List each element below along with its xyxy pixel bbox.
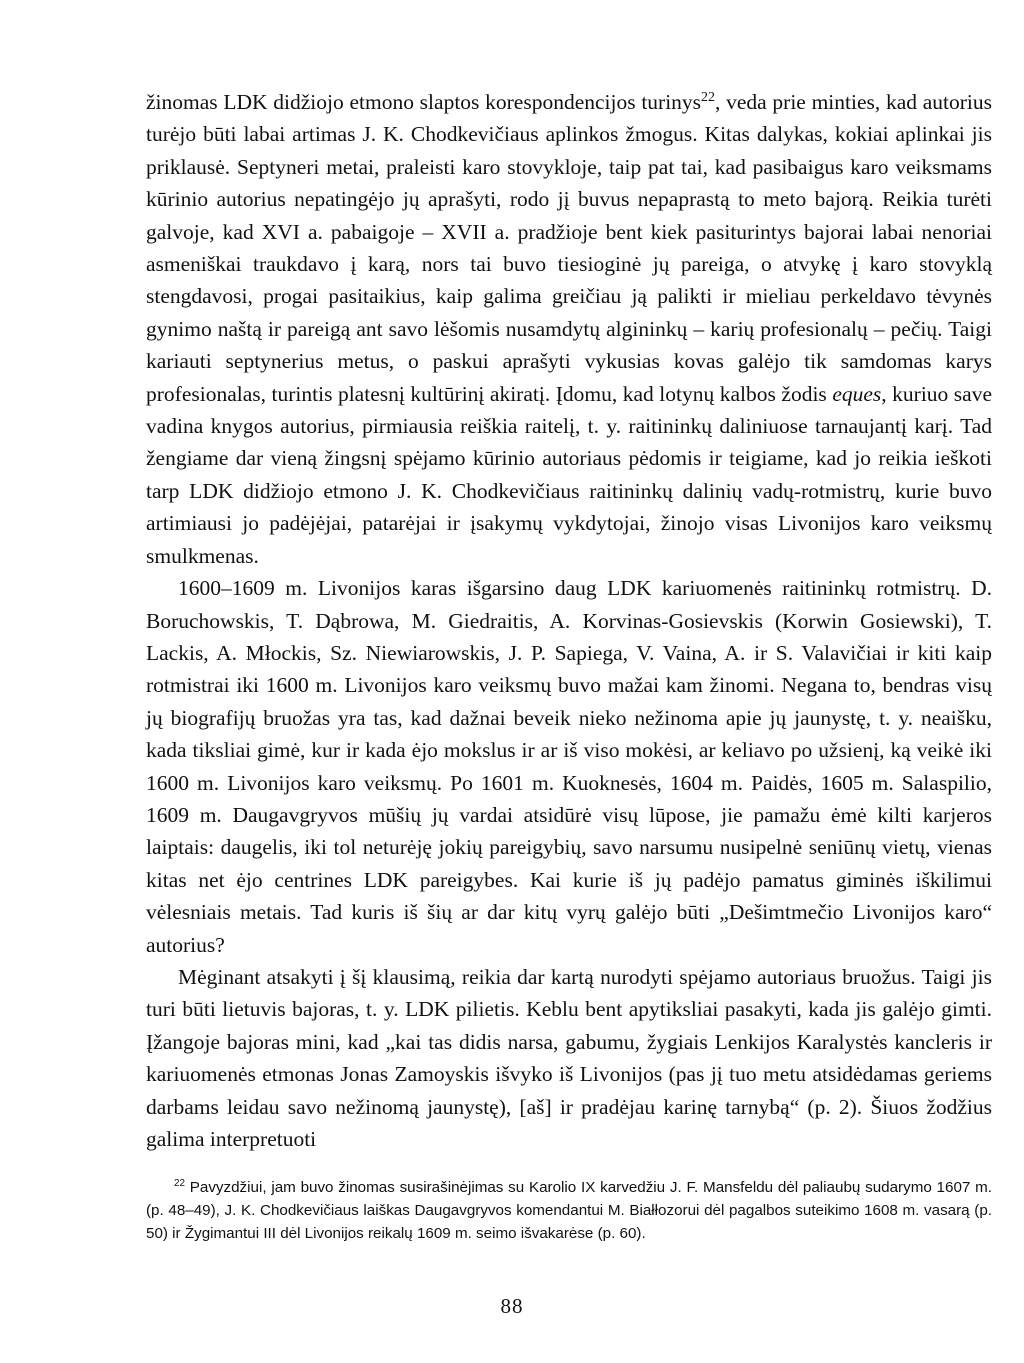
paragraph-1 [146, 86, 992, 572]
footnote-ref-22[interactable]: 22 [701, 89, 716, 105]
footnote-number: 22 [174, 1178, 185, 1190]
paragraph-1-start: žinomas LDK didžiojo etmono slaptos korespondencijos turinys [146, 90, 702, 114]
footnotes [146, 1177, 992, 1245]
latin-term-eques: eques [832, 381, 882, 406]
paragraph-1-end: , kuriuo save vadina knygos autorius, pirmiausia reiškia raitelį, t. y. raitininkų daliniuose tarnaujantį karį. Tad žengiame dar vieną žingsnį spėjamo kūrinio autoriaus pėdomis ir teigiame, kad jo reikia ieškoti tarp LDK didžiojo etmono J. K. Chodkevičiaus raitininkų dalinių vadų-rotmistrų, kurie buvo artimiausi jo padėjėjai, patarėjai ir įsakymų vykdytojai, žinojo visas Livonijos karo veiksmų smulkmenas. [146, 381, 993, 568]
footnote-text: Pavyzdžiui, jam buvo žinomas susirašinėjimas su Karolio IX karvedžiu J. F. Mansfeldu dėl paliaubų sudarymo 1607 m. (p. 48–49), J. K. Chodkevičiaus laiškas Daugavgryvos komendantui M. Białłozorui dėl pagalbos suteikimo 1608 m. vasarą (p. 50) ir Žygimantui III dėl Livonijos reikalų 1609 m. seimo išvakarėse (p. 60). [146, 1179, 992, 1242]
page-number: 88 [500, 1294, 524, 1318]
paragraph-2: 1600–1609 m. Livonijos karas išgarsino daug LDK kariuomenės raitininkų rotmistrų. D. Boruchowskis, T. Dąbrowa, M. Giedraitis, A. Korvinas-Gosievskis (Korwin Gosiewski), T. Lackis, A. Młockis, Sz. Niewiarowskis, J. P. Sapiega, V. Vaina, A. ir S. Valavičiai ir kiti kaip rotmistrai iki 1600 m. Livonijos karo veiksmų buvo mažai kam žinomi. Negana to, bendras visų jų biografijų bruožas yra tas, kad dažnai beveik nieko nežinoma apie jų jaunystę, t. y. neaišku, kada tiksliai gimė, kur ir kada ėjo mokslus ir ar iš viso mokėsi, ar keliavo po užsienį, ką veikė iki 1600 m. Livonijos karo veiksmų. Po 1601 m. Kuoknesės, 1604 m. Paidės, 1605 m. Salaspilio, 1609 m. Daugavgryvos mūšių jų vardai atsidūrė visų lūpose, jie pamažu ėmė kilti karjeros laiptais: daugelis, iki tol neturėję jokių pareigybių, savo narsumu nusipelnė seniūnų vietų, vienas kitas net ėjo centrines LDK pareigybes. Kai kurie iš jų padėjo pamatus giminės iškilimui vėlesniais metais. Tad kuris iš šių ar dar kitų vyrų galėjo būti „Dešimtmečio Livonijos karo“ autorius? [146, 576, 992, 957]
footnote-22 [146, 1177, 992, 1245]
page [146, 86, 992, 1245]
paragraph-1-middle: , veda prie minties, kad autorius turėjo būti labai artimas J. K. Chodkevičiaus aplinkos žmogus. Kitas dalykas, kokiai aplinkai jis priklausė. Septyneri metai, praleisti karo stovykloje, taip pat tai, kad pasibaigus karo veiksmams kūrinio autorius nepatingėjo jų aprašyti, rodo jį buvus nepaprastą to meto bajorą. Reikia turėti galvoje, kad XVI a. pabaigoje – XVII a. pradžioje bent kiek pasiturintys bajorai labai nenoriai asmeniškai traukdavo į karą, nors tai buvo tiesioginė jų pareiga, o atvykę į karo stovyklą stengdavosi, progai pasitaikius, kaip galima greičiau ją palikti ir mieliau perkeldavo tėvynės gynimo naštą ir pareigą ant savo lėšomis nusamdytų algininkų – karių profesionalų – pečių. Taigi kariauti septynerius metus, o paskui aprašyti vykusias kovas galėjo tik samdomas karys profesionalas, turintis platesnį kultūrinį akiratį. Įdomu, kad lotynų kalbos žodis [146, 90, 993, 406]
paragraph-3: Mėginant atsakyti į šį klausimą, reikia dar kartą nurodyti spėjamo autoriaus bruožus. Taigi jis turi būti lietuvis bajoras, t. y. LDK pilietis. Keblu bent apytiksliai pasakyti, kada jis galėjo gimti. Įžangoje bajoras mini, kad „kai tas didis narsa, gabumu, žygiais Lenkijos Karalystės kancleris ir kariuomenės etmonas Jonas Zamoyskis išvyko iš Livonijos (pas jį tuo metu atsidėdamas geriems darbams leidau savo nežinomą jaunystę), [aš] ir pradėjau karinę tarnybą“ (p. 2). Šiuos žodžius galima interpretuoti [146, 964, 992, 1151]
main-text [146, 86, 992, 1155]
